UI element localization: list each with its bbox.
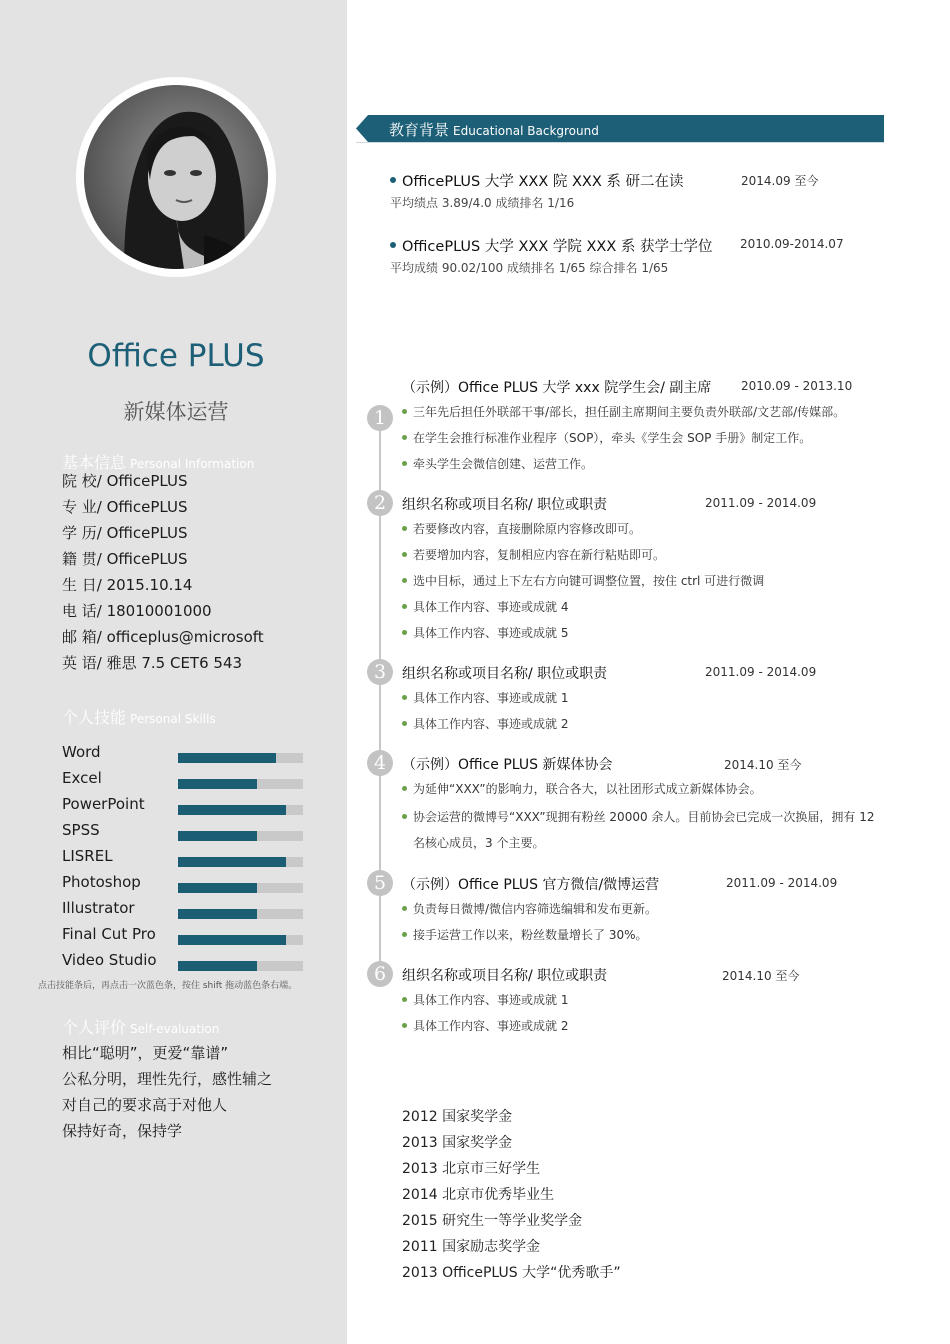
self-eval-line: 保持好奇，保持学: [62, 1122, 183, 1140]
education-title-text: OfficePLUS 大学 XXX 院 XXX 系 研二在读: [402, 174, 684, 190]
experience-bullet-text: 为延伸“XXX”的影响力，联合各大，以社团形式成立新媒体协会。: [413, 782, 762, 796]
self-eval-heading-en: Self-evaluation: [130, 1022, 220, 1036]
experience-bullet-text: 接手运营工作以来，粉丝数量增长了 30%。: [413, 928, 648, 942]
info-school: 院 校/ OfficePLUS: [62, 472, 188, 490]
skill-name: PowerPoint: [62, 795, 145, 813]
award-item: 2013 北京市三好学生: [402, 1161, 541, 1177]
experience-title: （示例）Office PLUS 新媒体协会: [402, 757, 613, 773]
info-email: 邮 箱/ officeplus@microsoft: [62, 628, 264, 646]
self-eval-line: 对自己的要求高于对他人: [62, 1096, 228, 1114]
skill-name: Word: [62, 743, 101, 761]
experience-bullet: [402, 987, 568, 1013]
skill-bar-fill[interactable]: [178, 909, 257, 919]
basic-info-heading-en: Personal Information: [130, 457, 255, 471]
bullet-dot-icon: [402, 814, 407, 819]
award-item: 2013 OfficePLUS 大学“优秀歌手”: [402, 1265, 621, 1281]
skill-bar-fill[interactable]: [178, 961, 257, 971]
education-date: 2014.09 至今: [741, 174, 819, 188]
skill-row: [62, 949, 312, 975]
bullet-dot-icon: [402, 721, 407, 726]
skill-row: [62, 793, 312, 819]
education-entry: [390, 235, 870, 276]
timeline-number-badge: 3: [367, 659, 393, 685]
experience-bullet: [402, 711, 568, 737]
timeline-number-badge: 6: [367, 961, 393, 987]
experience-bullet: [402, 542, 665, 568]
self-eval-line: 相比“聪明”，更爱“靠谱”: [62, 1044, 229, 1062]
skill-row: [62, 767, 312, 793]
skill-name: LISREL: [62, 847, 113, 865]
skill-bar-track[interactable]: [178, 779, 303, 789]
info-phone: 电 话/ 18010001000: [62, 602, 212, 620]
education-detail: 平均成绩 90.02/100 成绩排名 1/65 综合排名 1/65: [390, 261, 669, 275]
info-degree: 学 历/ OfficePLUS: [62, 524, 188, 542]
skill-bar-track[interactable]: [178, 753, 303, 763]
skill-bar-track[interactable]: [178, 857, 303, 867]
bullet-dot-icon: [390, 242, 396, 248]
profile-photo: [84, 85, 268, 269]
experience-date: 2010.09 - 2013.10: [741, 379, 853, 393]
experience-date: 2011.09 - 2014.09: [705, 496, 817, 510]
experience-bullet: [402, 594, 568, 620]
experience-date: 2014.10 至今: [722, 969, 800, 983]
skill-row: [62, 923, 312, 949]
bullet-dot-icon: [402, 461, 407, 466]
skill-bar-track[interactable]: [178, 831, 303, 841]
experience-bullet-text: 若要修改内容，直接删除原内容修改即可。: [413, 522, 642, 536]
experience-title: （示例）Office PLUS 大学 xxx 院学生会/ 副主席: [402, 380, 712, 396]
skill-bar-fill[interactable]: [178, 779, 257, 789]
bullet-dot-icon: [402, 786, 407, 791]
experience-title: 组织名称或项目名称/ 职位或职责: [402, 666, 608, 682]
experience-bullet-text: 协会运营的微博号“XXX”现拥有粉丝 20000 余人。目前协会已完成一次换届，拥有 12: [413, 810, 875, 824]
timeline-number-badge: 2: [367, 490, 393, 516]
experience-bullet: [402, 399, 845, 425]
skill-bar-fill[interactable]: [178, 805, 286, 815]
experience-bullet: [402, 425, 811, 451]
bullet-dot-icon: [402, 695, 407, 700]
skill-bar-track[interactable]: [178, 961, 303, 971]
skill-name: SPSS: [62, 821, 100, 839]
experience-bullet: [402, 451, 593, 477]
awards-list: [402, 1104, 621, 1286]
experience-bullet-text: 若要增加内容，复制相应内容在新行粘贴即可。: [413, 548, 666, 562]
experience-bullet-text: 负责每日微博/微信内容筛选编辑和发布更新。: [413, 902, 658, 916]
experience-bullet-text: 牵头学生会微信创建、运营工作。: [413, 457, 594, 471]
experience-date: 2011.09 - 2014.09: [726, 876, 838, 890]
experience-bullet: [402, 804, 875, 856]
experience-bullet-text: 在学生会推行标准作业程序（SOP），牵头《学生会 SOP 手册》制定工作。: [413, 431, 812, 445]
experience-bullet: [402, 922, 648, 948]
skill-bar-track[interactable]: [178, 909, 303, 919]
education-heading-en: Educational Background: [453, 124, 599, 138]
skills-heading: [62, 705, 216, 728]
experience-bullet: [402, 568, 764, 594]
skill-row: [62, 819, 312, 845]
experience-bullet-text: 具体工作内容、事迹或成就 4: [413, 600, 569, 614]
skill-name: Final Cut Pro: [62, 925, 156, 943]
experience-bullet: [402, 685, 568, 711]
experience-bullet-text: 具体工作内容、事迹或成就 2: [413, 717, 569, 731]
timeline-number-badge: 1: [367, 405, 393, 431]
bullet-dot-icon: [402, 630, 407, 635]
basic-info-list: [62, 468, 264, 676]
bullet-dot-icon: [402, 906, 407, 911]
experience-bullet-text: 具体工作内容、事迹或成就 2: [413, 1019, 569, 1033]
education-heading-cn: 教育背景: [389, 121, 450, 139]
bullet-dot-icon: [402, 932, 407, 937]
skill-row: [62, 741, 312, 767]
candidate-role: 新媒体运营: [123, 400, 229, 424]
experience-bullet: [402, 516, 641, 542]
experience-title: 组织名称或项目名称/ 职位或职责: [402, 968, 608, 984]
skill-row: [62, 871, 312, 897]
education-detail: 平均绩点 3.89/4.0 成绩排名 1/16: [390, 196, 575, 210]
info-birthday: 生 日/ 2015.10.14: [62, 576, 193, 594]
skill-bar-fill[interactable]: [178, 753, 276, 763]
candidate-name: Office PLUS: [87, 338, 265, 374]
self-eval-line: 公私分明，理性先行，感性辅之: [62, 1070, 273, 1088]
bullet-dot-icon: [402, 997, 407, 1002]
timeline-number-badge: 5: [367, 870, 393, 896]
basic-info-heading-cn: 基本信息: [62, 453, 127, 472]
education-entry: [390, 170, 870, 211]
education-date: 2010.09-2014.07: [740, 237, 844, 251]
bullet-dot-icon: [402, 1023, 407, 1028]
skill-row: [62, 897, 312, 923]
experience-bullet-text: 三年先后担任外联部干事/部长，担任副主席期间主要负责外联部/文艺部/传媒部。: [413, 405, 846, 419]
bullet-dot-icon: [402, 435, 407, 440]
education-title-text: OfficePLUS 大学 XXX 学院 XXX 系 获学士学位: [402, 239, 713, 255]
skill-name: Excel: [62, 769, 102, 787]
experience-bullet: [402, 1013, 568, 1039]
experience-bullet-text: 具体工作内容、事迹或成就 1: [413, 691, 569, 705]
skill-name: Video Studio: [62, 951, 157, 969]
profile-photo-frame: [76, 77, 276, 277]
skills-list: [62, 741, 312, 975]
info-english: 英 语/ 雅思 7.5 CET6 543: [62, 654, 243, 672]
bullet-dot-icon: [402, 578, 407, 583]
skill-bar-track[interactable]: [178, 883, 303, 893]
self-eval-list: [62, 1040, 272, 1144]
skills-heading-en: Personal Skills: [130, 712, 216, 726]
experience-bullet-continuation: 名核心成员，3 个主要。: [413, 836, 545, 850]
award-item: 2012 国家奖学金: [402, 1109, 513, 1125]
portrait-image: [84, 85, 268, 269]
experience-bullet: [402, 776, 762, 802]
skill-bar-fill[interactable]: [178, 857, 286, 867]
self-eval-heading: [62, 1015, 219, 1038]
skill-bar-track[interactable]: [178, 805, 303, 815]
experience-bullet: [402, 620, 568, 646]
timeline-number-badge: 4: [367, 750, 393, 776]
bullet-dot-icon: [402, 409, 407, 414]
education-divider: [356, 142, 884, 143]
award-item: 2013 国家奖学金: [402, 1135, 513, 1151]
experience-bullet-text: 选中目标，通过上下左右方向键可调整位置，按住 ctrl 可进行微调: [413, 574, 765, 588]
experience-date: 2014.10 至今: [724, 758, 802, 772]
experience-bullet-text: 具体工作内容、事迹或成就 1: [413, 993, 569, 1007]
award-item: 2014 北京市优秀毕业生: [402, 1187, 555, 1203]
award-item: 2011 国家励志奖学金: [402, 1239, 541, 1255]
skill-bar-fill[interactable]: [178, 831, 257, 841]
experience-title: 组织名称或项目名称/ 职位或职责: [402, 497, 608, 513]
skills-heading-cn: 个人技能: [62, 708, 127, 727]
skill-bar-fill[interactable]: [178, 883, 257, 893]
experience-bullet-text: 具体工作内容、事迹或成就 5: [413, 626, 569, 640]
bullet-dot-icon: [390, 177, 396, 183]
skill-bar-fill[interactable]: [178, 935, 286, 945]
education-heading: [389, 119, 599, 140]
sidebar: [0, 0, 347, 1344]
bullet-dot-icon: [402, 552, 407, 557]
experience-date: 2011.09 - 2014.09: [705, 665, 817, 679]
award-item: 2015 研究生一等学业奖学金: [402, 1213, 583, 1229]
skill-row: [62, 845, 312, 871]
experience-title: （示例）Office PLUS 官方微信/微博运营: [402, 877, 660, 893]
self-eval-heading-cn: 个人评价: [62, 1018, 127, 1037]
info-hometown: 籍 贯/ OfficePLUS: [62, 550, 188, 568]
skill-bar-track[interactable]: [178, 935, 303, 945]
skill-name: Illustrator: [62, 899, 135, 917]
bullet-dot-icon: [402, 604, 407, 609]
experience-bullet: [402, 896, 657, 922]
skills-note: 点击技能条后，再点击一次蓝色条，按住 shift 拖动蓝色条右端。: [38, 981, 298, 991]
skill-name: Photoshop: [62, 873, 141, 891]
info-major: 专 业/ OfficePLUS: [62, 498, 188, 516]
bullet-dot-icon: [402, 526, 407, 531]
